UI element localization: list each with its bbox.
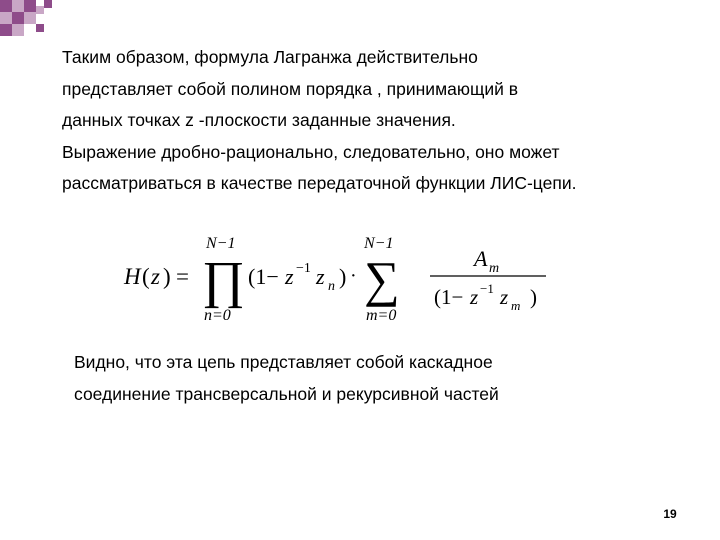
transfer-function-formula [118, 224, 558, 334]
intro-line-4: Выражение дробно-рационально, следовательно, оно может [62, 141, 560, 162]
factor-zn-subscript: n [328, 279, 335, 294]
corner-checker-decoration [0, 0, 56, 36]
intro-line-1: Таким образом, формула Лагранжа действительно [62, 47, 478, 67]
fraction-den-open: (1− [434, 285, 464, 309]
fraction-den-exponent: −1 [480, 281, 494, 296]
product-symbol: ∏ [202, 252, 245, 309]
fraction-numerator: A [474, 246, 488, 271]
fraction-den-close: ) [530, 285, 537, 309]
formula-lhs-h: H [124, 264, 141, 289]
factor-close: ) [339, 264, 347, 289]
formula-lhs-z: z [151, 264, 160, 289]
formula-lhs-paren-close: ) [163, 264, 171, 289]
factor-z: z [285, 264, 294, 289]
conclusion-line-1: Видно, что эта цепь представляет собой каскадное [74, 352, 493, 372]
formula-equals: = [176, 264, 189, 289]
sum-lower-limit: m=0 [366, 307, 397, 324]
product-lower-limit: n=0 [204, 307, 231, 324]
sum-upper-limit: N−1 [364, 235, 394, 252]
sum-symbol: ∑ [364, 251, 400, 307]
intro-line-2: представляет собой полином порядка , принимающий в [62, 78, 519, 99]
intro-line-5: рассматриваться в качестве передаточной функции ЛИС-цепи. [62, 173, 577, 193]
factor-zn: z [316, 264, 325, 289]
multiply-dot: · [350, 265, 357, 287]
fraction-numerator-subscript: m [489, 261, 500, 276]
factor-open: (1− [248, 264, 279, 289]
fraction-den-zm: z [500, 285, 509, 309]
conclusion-paragraph [74, 347, 694, 410]
conclusion-line-2: соединение трансверсальной и рекурсивной частей [74, 383, 499, 404]
page-number: 19 [663, 507, 677, 521]
product-upper-limit: N−1 [206, 235, 236, 252]
intro-paragraph [62, 42, 702, 200]
factor-exponent: −1 [296, 261, 311, 276]
formula-lhs-paren-open: ( [142, 264, 150, 289]
intro-line-3: данных точках z -плоскости заданные значения. [62, 110, 456, 130]
fraction-den-zm-subscript: m [511, 298, 521, 313]
fraction-den-z: z [470, 285, 479, 309]
